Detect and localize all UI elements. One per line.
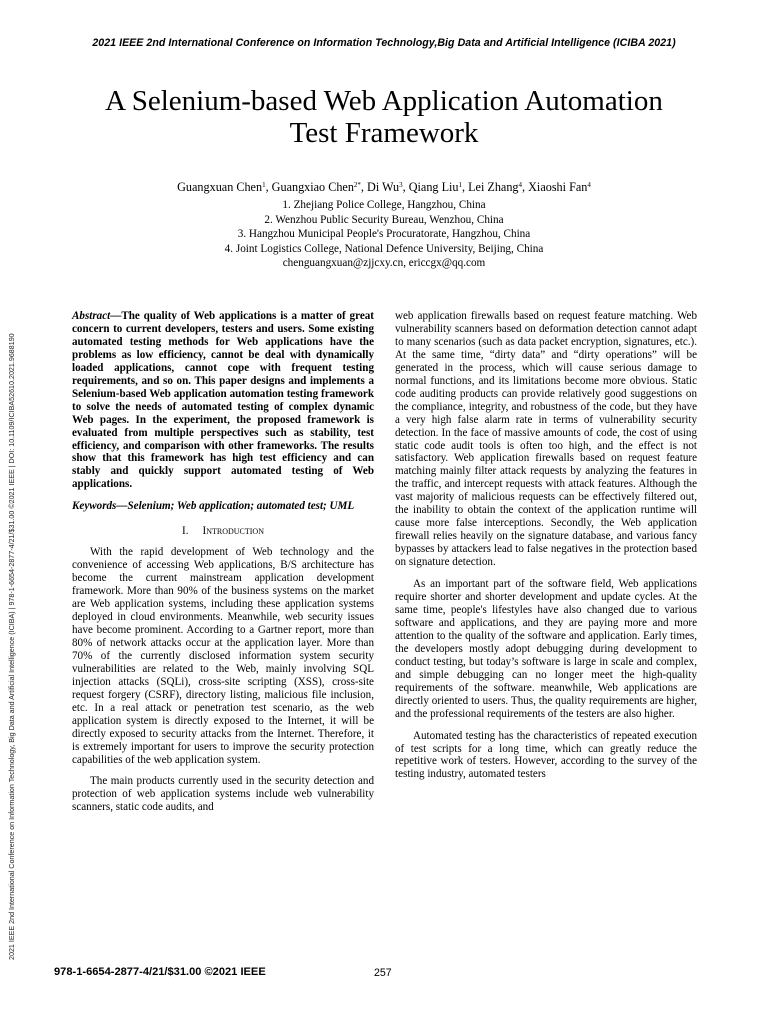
abstract-label: Abstract — [72, 310, 111, 322]
affiliation: 3. Hangzhou Municipal People's Procuratorate, Hangzhou, China — [237, 228, 531, 240]
keywords-text: —Selenium; Web application; automated test; UML — [116, 500, 355, 513]
author: Qiang Liu$^1$, — [408, 180, 469, 194]
footer-copyright: 978-1-6654-2877-4/21/$31.00 ©2021 IEEE — [54, 966, 266, 978]
body-paragraph: As an important part of the software field, Web applications require shorter and shorter development and update cycles. At the same time, people's lifestyles have also changed due to various software and applications, and they are paying more and more attention to the quality of the software and application. Early times, the developers mostly adopt debugging during development to conduct testing, but today’s software is large in scale and complex, and simple debugging can no longer meet the high-quality requirements of the software. meanwhile, Web applications are directly oriented to users. Thus, the quality requirements are higher, and the professional requirements of the testers are also higher. — [395, 578, 697, 720]
body-paragraph: Automated testing has the characteristics of repeated execution of test scripts for a long time, which can greatly reduce the repetitive work of testers. However, according to the survey of the testing industry, automated testers — [395, 729, 697, 781]
abstract — [72, 310, 374, 491]
author-list — [0, 179, 768, 195]
affiliation: 4. Joint Logistics College, National Defence University, Beijing, China — [224, 242, 544, 255]
body-paragraph: With the rapid development of Web technology and the convenience of accessing Web applications, B/S architecture has become the current mainstream application development framework. More than 90% of the business systems on the market are Web application systems, including these application systems deployed in cloud environments. Meanwhile, web security issues have become prominent. According to a Gartner report, more than 80% of network attacks occur at the application layer. More than 70% of the currently disclosed information system security vulnerabilities are related to the Web, mainly involving SQL injection attacks (SQLi), cross-site scripting (XSS), cross-site request forgery (CSRF), directory listing, malicious file inclusion, etc. In a real attack or penetration test scenario, as the web application system is directly exposed to the Internet, it will be directly exposed to security attacks from the Internet. Therefore, it is extremely important for users to improve the security protection capabilities of the web application system. — [72, 546, 374, 766]
section-number: I. — [182, 525, 189, 538]
right-column — [395, 310, 697, 790]
affiliation: 1. Zhejiang Police College, Hangzhou, China — [282, 199, 486, 211]
title-line-1: A Selenium-based Web Application Automation — [105, 85, 663, 117]
author: Guangxiao Chen$^{2*}$, — [271, 180, 368, 194]
body-paragraph: web application firewalls based on request feature matching. Web vulnerability scanners based on deformation detection cannot adapt to many scenarios (such as data packet encryption, signatures, etc.). At the same time, “dirty data” and “dirty operations” will be generated in the process, which will cause serious damage to normal functions, and its limitations become more obvious. Static code auditing products can provide relatively good suggestions on the compliance, integrity, and robustness of the code, but they have a very high false alarm rate in terms of vulnerability security detection. In the face of massive amounts of code, the cost of using static code audit tools is often too high, and the effect is not satisfactory. Web application firewalls based on request feature matching mainly filter attack requests by analyzing the features in the traffic, and intercept requests with attack features. Although the vast majority of malicious requests can be effectively filtered out, the inability to obtain the context of the application runtime will cause more false interceptions. Secondly, the Web application firewall relies heavily on the signature database, and various fancy bypasses by attackers lead to false negatives in the protection based on signature detection. — [395, 310, 697, 569]
affiliation-list — [0, 198, 768, 271]
author: Lei Zhang$^4$, — [468, 180, 529, 194]
author: Guangxuan Chen$^1$, — [177, 180, 272, 194]
author: Di Wu$^3$, — [367, 180, 409, 194]
section-heading — [72, 525, 374, 538]
left-column — [72, 310, 374, 823]
author-emails: chenguangxuan@zjjcxy.cn, ericcgx@qq.com — [282, 257, 486, 269]
keywords — [72, 500, 374, 513]
keywords-label: Keywords — [72, 500, 117, 513]
title-line-2: Test Framework — [289, 117, 479, 149]
paper-title — [0, 85, 768, 149]
page-number: 257 — [374, 967, 392, 979]
abstract-text: —The quality of Web applications is a matter of great concern to current developers, testers and users. Some existing automated testing methods for Web applications have the problems as low efficiency, cannot be deal with dynamically loaded applications, cannot cope with frequent testing requirements, and so on. This paper designs and implements a Selenium-based Web application automation testing framework to solve the needs of automated testing of complex dynamic Web pages. In the experiment, the proposed framework is evaluated from multiple perspectives such as stability, test efficiency, and comparison with other frameworks. The results show that this framework has high test efficiency and can stably and quickly support automated testing of Web applications. — [72, 310, 374, 491]
author: Xiaoshi Fan$^4$ — [528, 180, 591, 194]
conference-header: 2021 IEEE 2nd International Conference on Information Technology,Big Data and Artificial Intelligence (ICIBA 2021) — [92, 37, 676, 49]
doi-sidebar: 2021 IEEE 2nd International Conference on Information Technology, Big Data and Artificial Intelligence (ICIBA) | 978-1-6654-2877-4/21/$31.00 ©2021 IEEE | DOI: 10.1109/ICIBA52610.2021.9688190 — [8, 333, 16, 960]
body-paragraph: The main products currently used in the security detection and protection of web application systems include web vulnerability scanners, static code audits, and — [72, 775, 374, 814]
section-title: Introduction — [202, 525, 264, 538]
affiliation: 2. Wenzhou Public Security Bureau, Wenzhou, China — [264, 213, 504, 226]
